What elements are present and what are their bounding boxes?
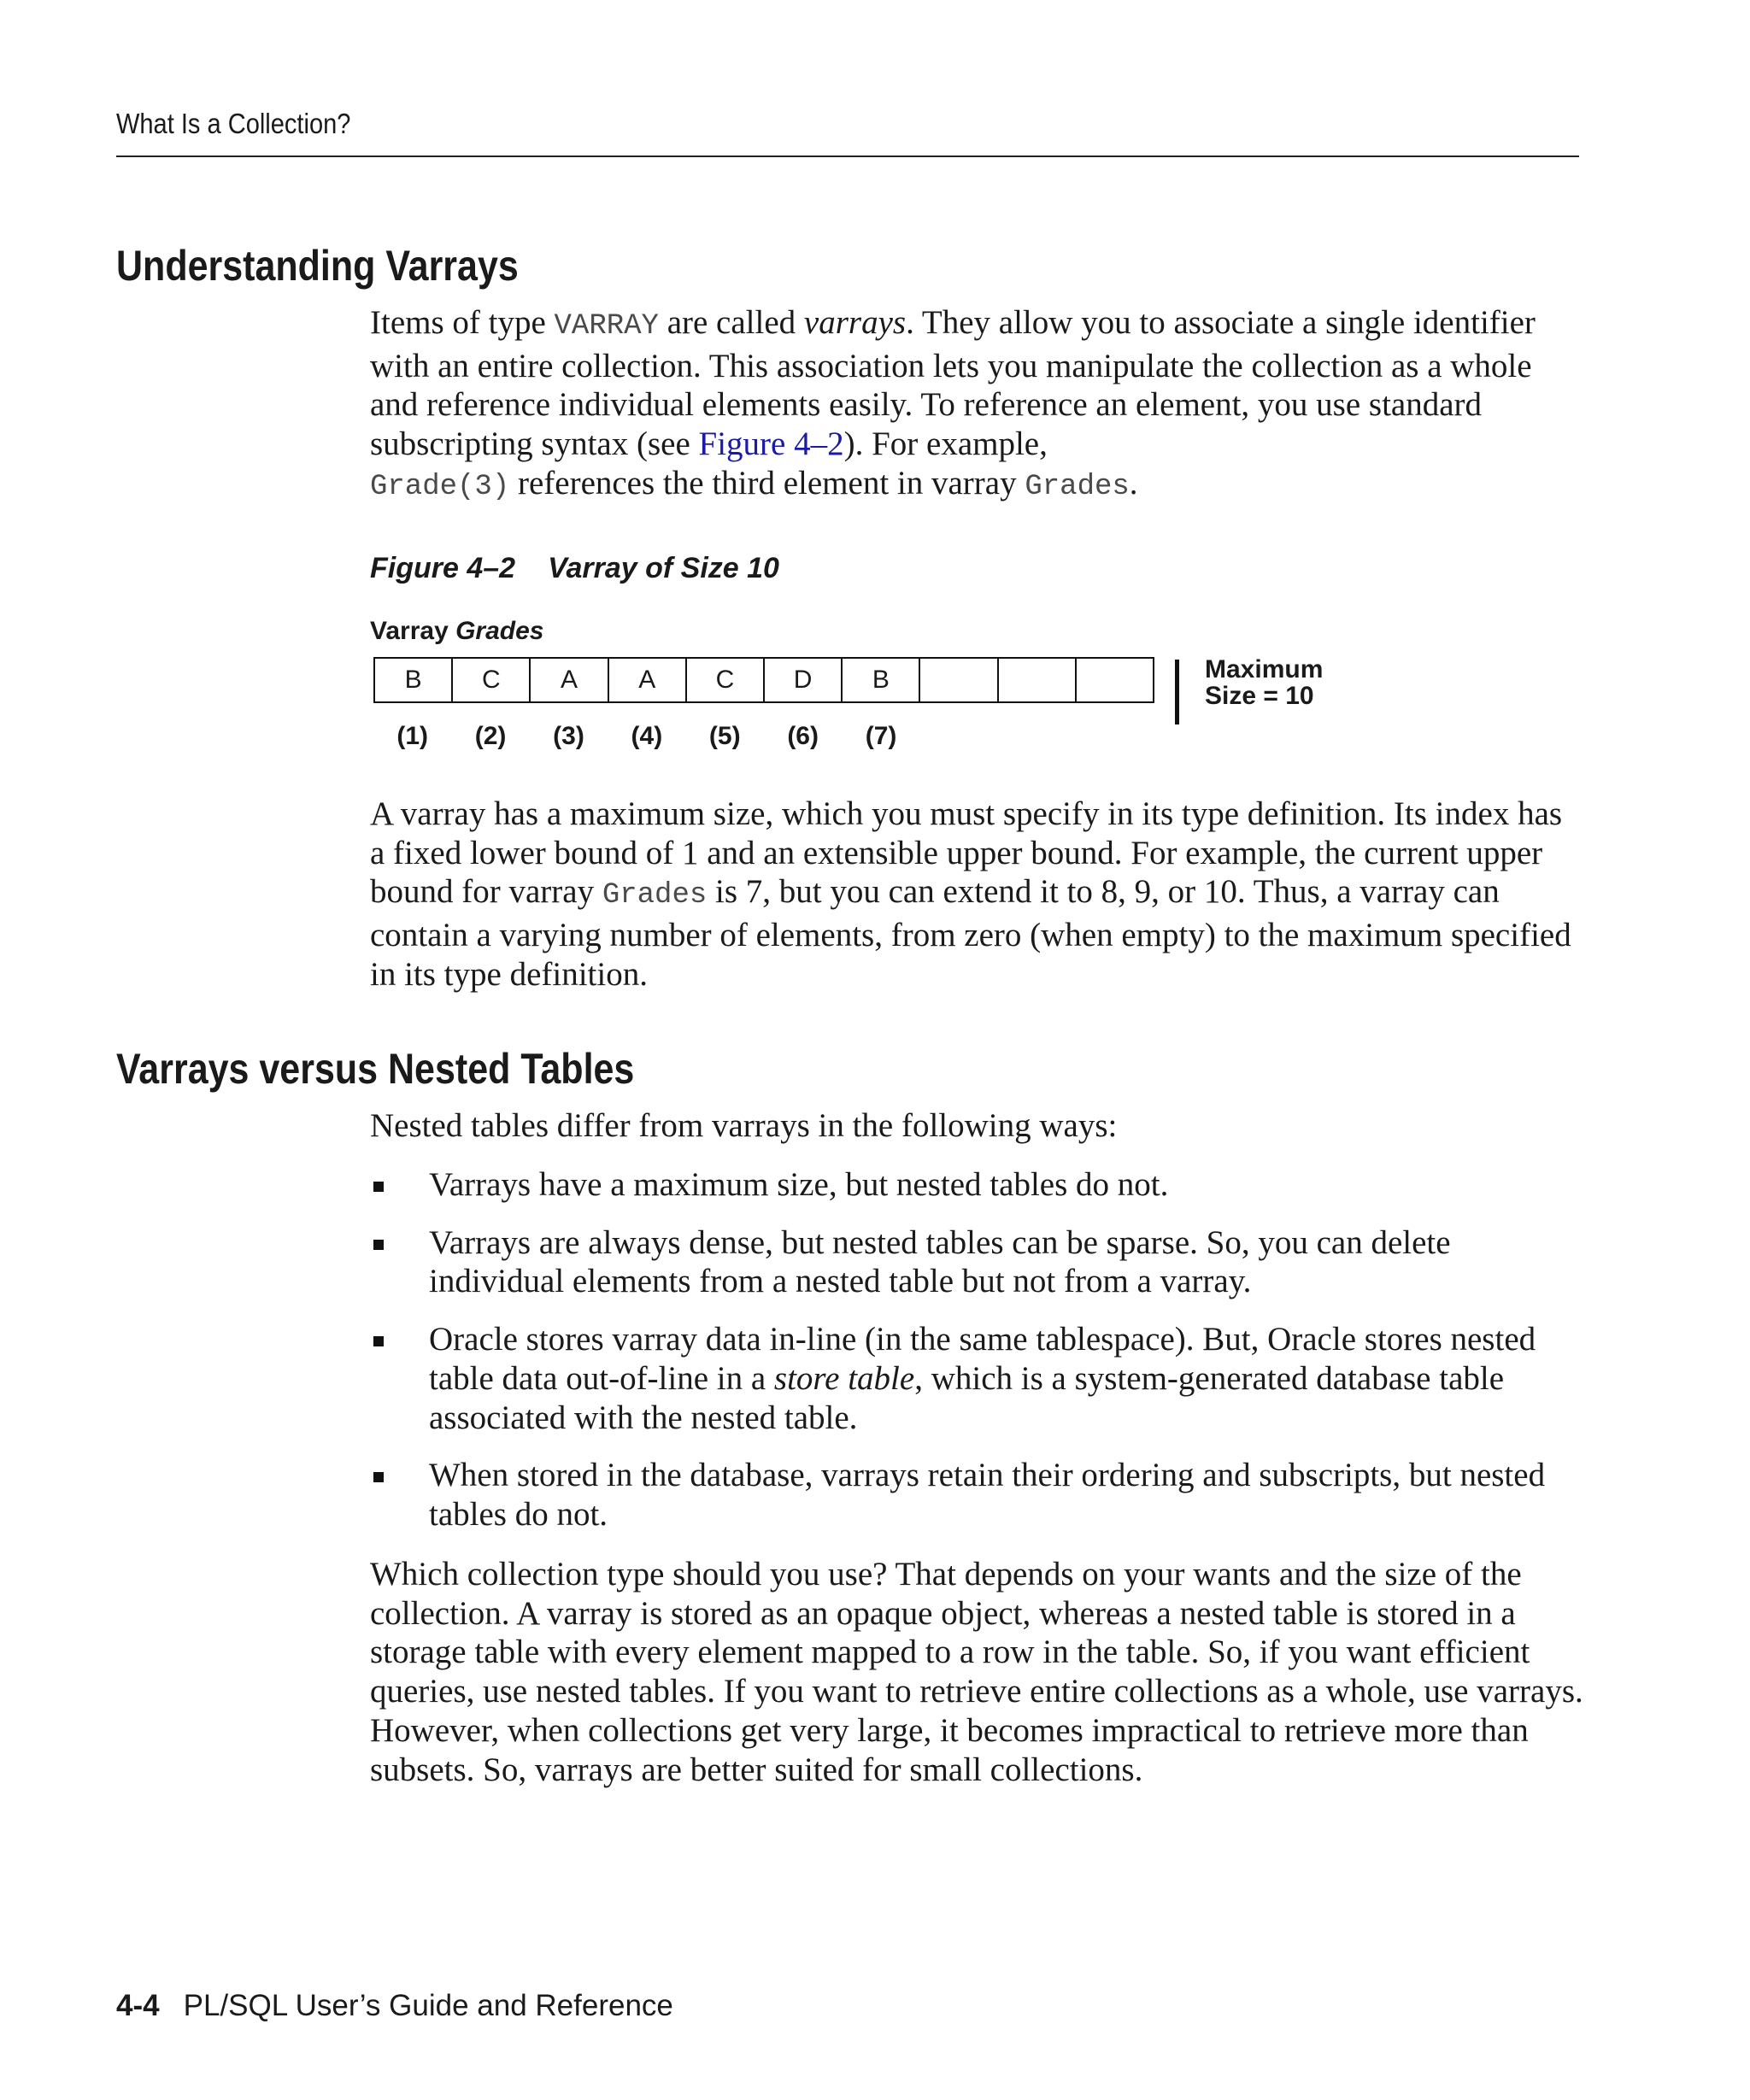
varray-index: (2) [474,722,507,750]
intro-text-5: references the third element in varray [509,464,1025,502]
page-number: 4-4 [116,1989,160,2022]
running-head: What Is a Collection? [116,108,351,139]
bullet-icon [373,1182,384,1192]
figure-title: Varray of Size 10 [548,552,779,584]
intro-paragraph [370,303,1583,507]
varray-index: (1) [396,722,429,750]
intro-text-4: ). For example, [843,425,1048,463]
varray-cell: A [609,659,687,701]
term-varrays: varrays [803,304,907,341]
varray-cell: C [453,659,531,701]
varray-cell: A [531,659,608,701]
varray-index: (5) [708,722,741,750]
nested-intro-paragraph: Nested tables differ from varrays in the following ways: [370,1107,1118,1144]
varray-index: (3) [553,722,584,750]
intro-text-1: Items of type [370,304,555,341]
list-item-text: , which is a system-generated database table associated with the nested table. [429,1359,1505,1436]
list-item [370,1456,1583,1534]
varray-index-row [373,722,920,751]
list-item-text: Varrays have a maximum size, but nested tables do not. [429,1166,1169,1203]
max-size-paragraph [370,795,1583,994]
varray-cell: D [765,659,843,701]
code-varray: VARRAY [554,310,659,343]
figure-caption [370,552,779,585]
intro-text-2: are called [658,304,804,341]
closing-paragraph: Which collection type should you use? That depends on your wants and the size of the collection. A varray is stored as an opaque object, whereas a nested table is stored in a storage table with every element mapped to a row in the table. So, if you want efficient queries, use nested tables. If you want to retrieve entire collections as a whole, use varrays. However, when collections get very large, it becomes impractical to retrieve more than subsets. So, varrays are better suited for small collections. [370,1556,1583,1788]
intro-text-3: . They allow you to associate a single identifier with an entire collection. This association lets you manipulate the collection as a whole and reference individual elements easily. To reference an element, you use standard subscripting syntax (see [370,304,1536,463]
varray-cell: B [843,659,920,701]
bullet-icon [373,1240,384,1250]
bullet-icon [373,1472,384,1482]
maximum-size-line2: Size = 10 [1205,682,1314,710]
varray-cell-empty [920,659,998,701]
section-heading-understanding-varrays: Understanding Varrays [116,242,519,290]
maximum-size-label [1205,656,1323,709]
varray-cell-empty [1077,659,1153,701]
varray-index: (6) [787,722,819,750]
list-item [370,1165,1583,1205]
book-title: PL/SQL User’s Guide and Reference [183,1989,673,2022]
varray-diagram [373,657,1154,703]
varray-cell: B [375,659,453,701]
maximum-size-marker [1175,660,1179,724]
list-item-text: Oracle stores varray data in-line (in the same tablespace). But, Oracle stores nested table data out-of-line in a [429,1321,1536,1397]
code-grades: Grades [1025,470,1130,503]
list-item-text: Varrays are always dense, but nested tables can be sparse. So, you can delete individual elements from a nested table but not from a varray. [429,1223,1451,1300]
varray-label [370,617,543,646]
varray-cell: C [687,659,765,701]
section-heading-varrays-versus-nested-tables: Varrays versus Nested Tables [116,1045,635,1093]
max-size-text-2: is 7, but you can extend it to 8, 9, or 10. Thus, a varray can contain a varying number of elements, from zero (when empty) to the maximum specified in its type definition. [370,873,1571,993]
page-footer [116,1989,673,2023]
differences-list [370,1165,1583,1553]
figure-4-2-link[interactable]: Figure 4–2 [698,425,844,463]
code-grades: Grades [602,879,708,912]
varray-index: (7) [865,722,897,750]
max-size-text-1: A varray has a maximum size, which you must specify in its type definition. Its index has a fixed lower bound of 1 and an extensible upper bound. For example, the current upper bound for varray [370,795,1563,911]
figure-number: Figure 4–2 [370,552,516,584]
term-store-table: store table [773,1359,915,1397]
varray-label-prefix: Varray [370,617,456,645]
intro-text-6: . [1129,464,1138,502]
bullet-icon [373,1336,384,1346]
varray-index: (4) [631,722,663,750]
varray-cell-empty [999,659,1077,701]
list-item-text: When stored in the database, varrays retain their ordering and subscripts, but nested tables do not. [429,1457,1546,1533]
header-rule [116,155,1579,157]
code-grade3: Grade(3) [370,470,510,503]
list-item [370,1320,1583,1437]
maximum-size-line1: Maximum [1205,655,1324,683]
list-item [370,1223,1583,1301]
varray-label-name: Grades [455,617,544,645]
